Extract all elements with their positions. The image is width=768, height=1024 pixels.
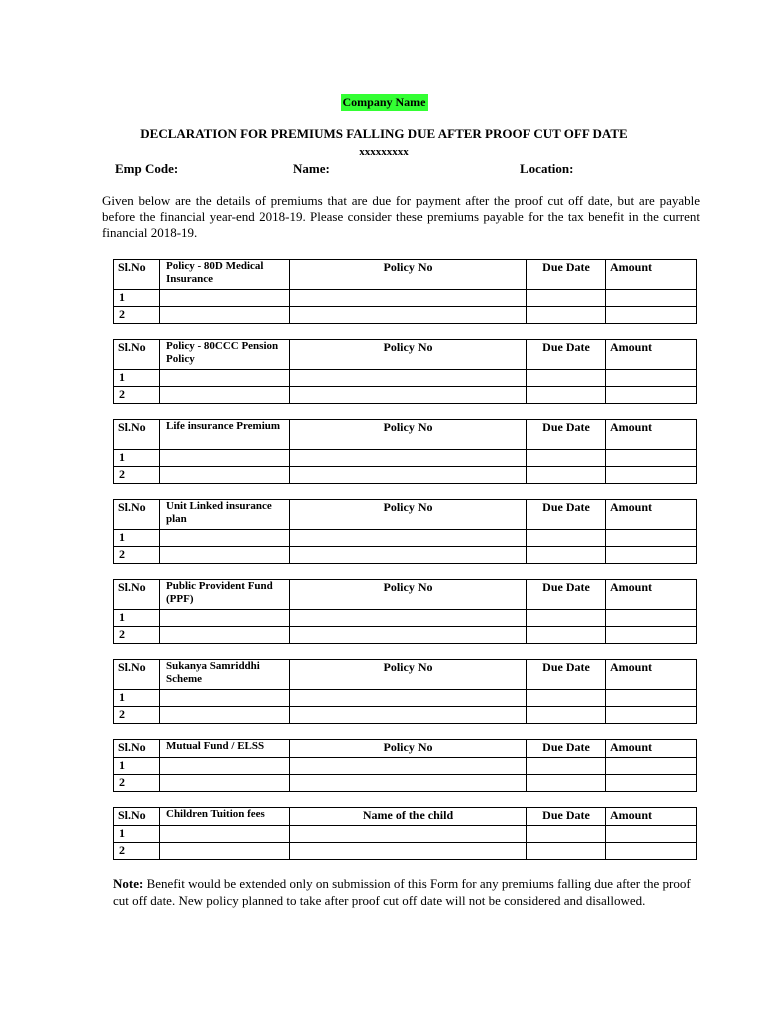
table-header-row [114,740,697,758]
policy-type-header: Sukanya Samriddhi Scheme [160,660,290,690]
table-header-row [114,340,697,370]
policy-no-cell[interactable] [290,826,527,843]
policy-type-header: Unit Linked insurance plan [160,500,290,530]
policy-cell[interactable] [160,775,290,792]
premium-table [113,579,697,644]
amount-header: Amount [606,580,697,610]
sl-no-header: Sl.No [114,420,160,450]
due-date-header: Due Date [527,740,606,758]
row-number: 1 [114,370,160,387]
due-date-header: Due Date [527,500,606,530]
policy-no-cell[interactable] [290,450,527,467]
amount-cell[interactable] [606,775,697,792]
policy-no-header: Policy No [290,420,527,450]
policy-cell[interactable] [160,690,290,707]
premium-table [113,659,697,724]
policy-no-cell[interactable] [290,843,527,860]
premium-table [113,739,697,792]
policy-no-cell[interactable] [290,690,527,707]
table-row [114,758,697,775]
amount-cell[interactable] [606,370,697,387]
policy-no-header: Policy No [290,500,527,530]
due-date-cell[interactable] [527,758,606,775]
policy-cell[interactable] [160,387,290,404]
amount-header: Amount [606,500,697,530]
policy-no-header: Policy No [290,580,527,610]
row-number: 2 [114,775,160,792]
due-date-cell[interactable] [527,690,606,707]
amount-cell[interactable] [606,707,697,724]
table-row [114,530,697,547]
table-row [114,450,697,467]
due-date-cell[interactable] [527,530,606,547]
row-number: 1 [114,690,160,707]
table-row [114,547,697,564]
due-date-header: Due Date [527,660,606,690]
policy-cell[interactable] [160,843,290,860]
table-row [114,610,697,627]
policy-no-cell[interactable] [290,467,527,484]
amount-cell[interactable] [606,307,697,324]
due-date-cell[interactable] [527,610,606,627]
emp-code-label: Emp Code: [115,161,179,176]
form-title: DECLARATION FOR PREMIUMS FALLING DUE AFTER PROOF CUT OFF DATE [140,126,628,141]
due-date-cell[interactable] [527,450,606,467]
row-number: 2 [114,627,160,644]
table-row [114,290,697,307]
policy-no-cell[interactable] [290,775,527,792]
premium-table [113,499,697,564]
row-number: 2 [114,707,160,724]
table-header-row [114,660,697,690]
table-row [114,775,697,792]
table-header-row [114,808,697,826]
sl-no-header: Sl.No [114,340,160,370]
amount-cell[interactable] [606,467,697,484]
policy-cell[interactable] [160,627,290,644]
row-number: 2 [114,843,160,860]
policy-no-header: Policy No [290,260,527,290]
due-date-cell[interactable] [527,843,606,860]
amount-cell[interactable] [606,690,697,707]
table-header-row [114,500,697,530]
row-number: 1 [114,610,160,627]
policy-type-header: Policy - 80CCC Pension Policy [160,340,290,370]
policy-cell[interactable] [160,290,290,307]
policy-no-cell[interactable] [290,758,527,775]
location-label: Location: [520,161,574,176]
policy-cell[interactable] [160,826,290,843]
policy-no-cell[interactable] [290,707,527,724]
amount-cell[interactable] [606,530,697,547]
row-number: 1 [114,758,160,775]
table-row [114,843,697,860]
due-date-cell[interactable] [527,467,606,484]
amount-header: Amount [606,420,697,450]
policy-cell[interactable] [160,530,290,547]
policy-type-header: Life insurance Premium [160,420,290,450]
policy-cell[interactable] [160,450,290,467]
amount-cell[interactable] [606,610,697,627]
due-date-header: Due Date [527,580,606,610]
due-date-cell[interactable] [527,826,606,843]
amount-cell[interactable] [606,758,697,775]
row-number: 2 [114,307,160,324]
policy-type-header: Mutual Fund / ELSS [160,740,290,758]
premium-table [113,419,697,484]
policy-cell[interactable] [160,467,290,484]
row-number: 2 [114,547,160,564]
amount-cell[interactable] [606,843,697,860]
sl-no-header: Sl.No [114,580,160,610]
due-date-cell[interactable] [527,775,606,792]
table-row [114,707,697,724]
due-date-cell[interactable] [527,370,606,387]
due-date-cell[interactable] [527,290,606,307]
due-date-cell[interactable] [527,307,606,324]
policy-cell[interactable] [160,370,290,387]
policy-cell[interactable] [160,707,290,724]
intro-paragraph: Given below are the details of premiums that are due for payment after the proof cut off date, but are payable before the financial year-end 2018-19. Please consider these premiums payable for the tax benefit in the current financial 2018-19. [102,193,700,240]
table-row [114,307,697,324]
table-header-row [114,420,697,450]
policy-no-header: Policy No [290,340,527,370]
policy-no-cell[interactable] [290,547,527,564]
policy-type-header: Policy - 80D Medical Insurance [160,260,290,290]
row-number: 2 [114,387,160,404]
note-text: Benefit would be extended only on submission of this Form for any premiums falling due after the proof cut off date. New policy planned to take after proof cut off date will not be considered and disallowed. [113,876,691,908]
table-header-row [114,260,697,290]
amount-header: Amount [606,740,697,758]
policy-no-cell[interactable] [290,290,527,307]
policy-type-header: Public Provident Fund (PPF) [160,580,290,610]
due-date-header: Due Date [527,260,606,290]
amount-cell[interactable] [606,290,697,307]
due-date-header: Due Date [527,340,606,370]
policy-type-header: Children Tuition fees [160,808,290,826]
amount-cell[interactable] [606,387,697,404]
policy-no-cell[interactable] [290,387,527,404]
amount-header: Amount [606,260,697,290]
sl-no-header: Sl.No [114,500,160,530]
policy-no-cell[interactable] [290,370,527,387]
amount-cell[interactable] [606,547,697,564]
sl-no-header: Sl.No [114,808,160,826]
row-number: 1 [114,450,160,467]
policy-cell[interactable] [160,307,290,324]
due-date-cell[interactable] [527,627,606,644]
note-paragraph [113,875,703,909]
row-number: 1 [114,826,160,843]
reference-code: xxxxxxxxx [359,146,409,158]
table-row [114,627,697,644]
table-row [114,826,697,843]
premium-table [113,339,697,404]
policy-cell[interactable] [160,547,290,564]
policy-no-cell[interactable] [290,530,527,547]
table-row [114,370,697,387]
amount-cell[interactable] [606,826,697,843]
table-row [114,387,697,404]
row-number: 1 [114,530,160,547]
due-date-cell[interactable] [527,547,606,564]
premium-table [113,259,697,324]
sl-no-header: Sl.No [114,740,160,758]
policy-no-cell[interactable] [290,610,527,627]
row-number: 1 [114,290,160,307]
table-row [114,467,697,484]
due-date-header: Due Date [527,808,606,826]
row-number: 2 [114,467,160,484]
due-date-cell[interactable] [527,707,606,724]
policy-no-cell[interactable] [290,307,527,324]
policy-cell[interactable] [160,758,290,775]
table-header-row [114,580,697,610]
due-date-cell[interactable] [527,387,606,404]
sl-no-header: Sl.No [114,260,160,290]
policy-cell[interactable] [160,610,290,627]
policy-no-header: Policy No [290,660,527,690]
amount-cell[interactable] [606,627,697,644]
due-date-header: Due Date [527,420,606,450]
note-label: Note: [113,876,144,891]
amount-cell[interactable] [606,450,697,467]
amount-header: Amount [606,660,697,690]
premium-table [113,807,697,860]
amount-header: Amount [606,340,697,370]
policy-no-header: Policy No [290,740,527,758]
company-name: Company Name [342,95,426,109]
policy-no-cell[interactable] [290,627,527,644]
policy-no-header: Name of the child [290,808,527,826]
sl-no-header: Sl.No [114,660,160,690]
table-row [114,690,697,707]
amount-header: Amount [606,808,697,826]
name-label: Name: [293,161,330,176]
